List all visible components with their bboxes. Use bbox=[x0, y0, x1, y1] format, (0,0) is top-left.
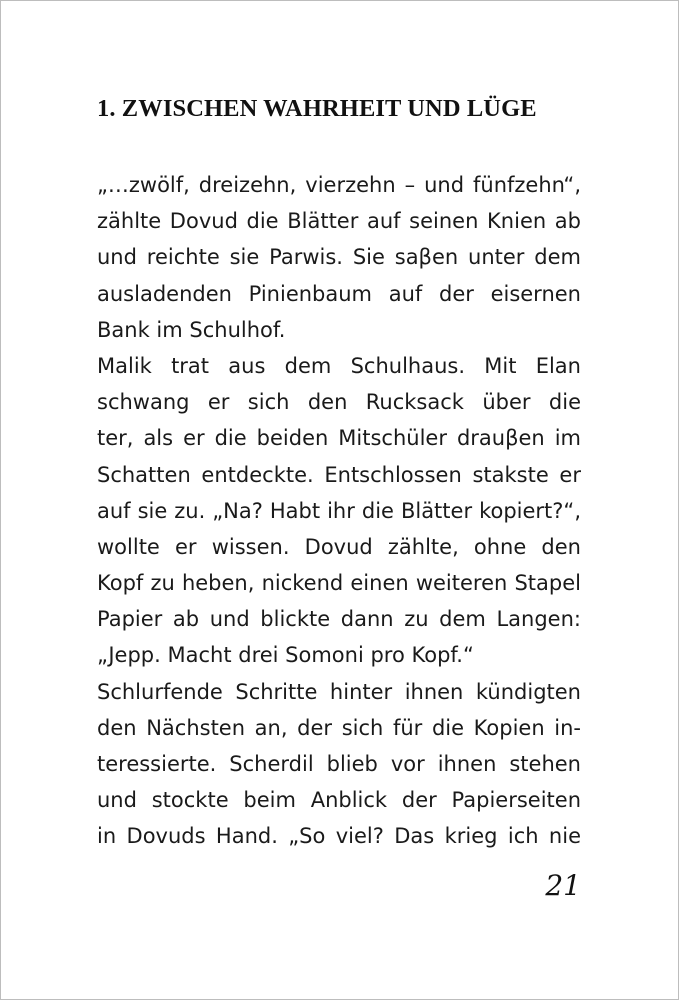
text-line: wollte er wissen. Dovud zählte, ohne den bbox=[97, 534, 581, 559]
text-line: den Nächsten an, der sich für die Kopien in- bbox=[97, 715, 581, 740]
text-line: Papier ab und blickte dann zu dem Langen: bbox=[97, 607, 581, 632]
text-line: auf sie zu. „Na? Habt ihr die Blätter kopiert?“, bbox=[97, 498, 581, 523]
text-line: teressierte. Scherdil blieb vor ihnen stehen bbox=[97, 752, 581, 776]
text-line: Schlurfende Schritte hinter ihnen kündigten bbox=[97, 679, 581, 704]
text-line: „Jepp. Macht drei Somoni pro Kopf.“ bbox=[97, 643, 474, 668]
text-line: „…zwölf, dreizehn, vierzehn – und fünfzehn“, bbox=[97, 173, 581, 197]
text-line: Malik trat aus dem Schulhaus. Mit Elan bbox=[97, 353, 581, 378]
text-line: zählte Dovud die Blätter auf seinen Knien ab bbox=[97, 209, 581, 234]
text-line: und reichte sie Parwis. Sie saβen unter dem bbox=[97, 245, 581, 270]
text-line: und stockte beim Anblick der Papierseiten bbox=[97, 788, 581, 813]
page-number: 21 bbox=[545, 869, 581, 902]
text-line: ter, als er die beiden Mitschüler drauβen im bbox=[97, 426, 581, 451]
text-line: Kopf zu heben, nickend einen weiteren Stapel bbox=[97, 571, 581, 596]
text-line: in Dovuds Hand. „So viel? Das krieg ich nie bbox=[97, 824, 581, 849]
chapter-title: 1. ZWISCHEN WAHRHEIT UND LÜGE bbox=[97, 95, 537, 122]
body-text bbox=[97, 167, 581, 855]
text-line: ausladenden Pinienbaum auf der eisernen bbox=[97, 281, 581, 306]
text-line: Bank im Schulhof. bbox=[97, 317, 286, 342]
text-line: schwang er sich den Rucksack über die bbox=[97, 390, 581, 415]
text-line: Schatten entdeckte. Entschlossen stakste er bbox=[97, 462, 581, 487]
